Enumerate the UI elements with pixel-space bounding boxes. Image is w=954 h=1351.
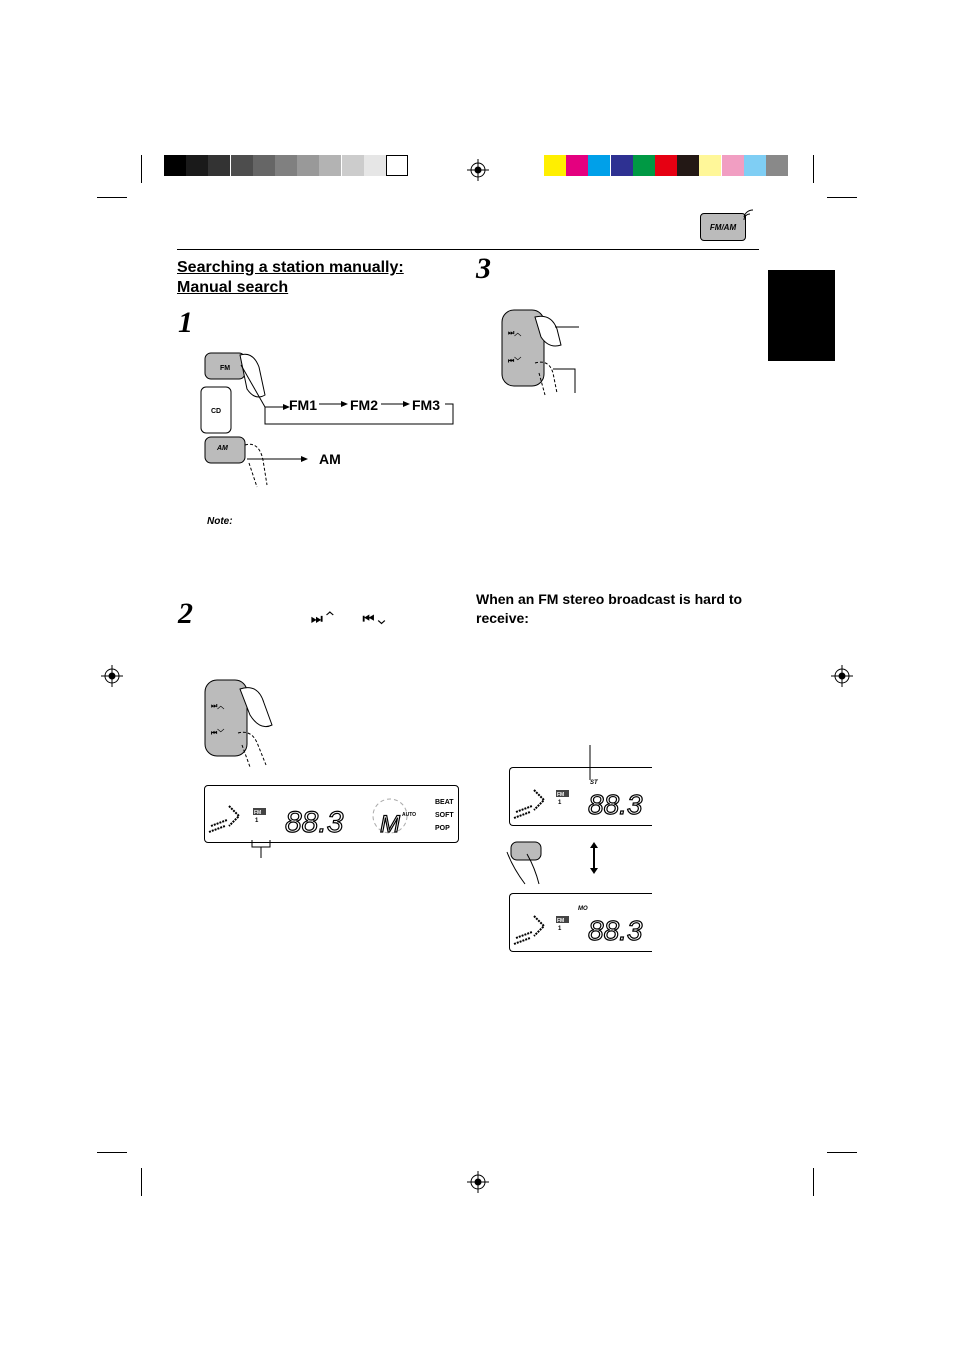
fm-button-label: FM	[220, 365, 231, 372]
crop-mark	[827, 1152, 857, 1153]
signal-waves-icon	[742, 208, 756, 222]
display-graphics	[510, 768, 652, 825]
heading-line-1: Searching a station manually:	[177, 259, 404, 276]
prev-icon: ⏮	[362, 611, 375, 626]
fm3-label: FM3	[412, 397, 440, 413]
step-number-1: 1	[178, 306, 193, 339]
crop-mark	[141, 1168, 142, 1196]
toggle-arrow-icon	[588, 842, 600, 874]
color-swatch	[766, 155, 788, 176]
display-graphics	[510, 894, 652, 951]
mono-indicator: MO	[578, 906, 588, 912]
crop-mark	[813, 155, 814, 183]
color-swatch	[544, 155, 566, 176]
band-select-diagram	[195, 345, 460, 490]
crop-mark	[827, 197, 857, 198]
eq-beat: BEAT	[435, 799, 454, 806]
am-button-label: AM	[217, 445, 228, 452]
rocker-button-diagram-step3	[497, 305, 587, 400]
grayscale-swatch	[231, 155, 253, 176]
section-heading	[177, 258, 404, 298]
up-icon: ⌃	[326, 611, 334, 626]
color-swatch	[566, 155, 588, 176]
color-swatch	[677, 155, 699, 176]
frequency-readout: 88.3	[588, 915, 643, 946]
lcd-display-stereo	[509, 767, 652, 826]
grayscale-swatch	[186, 155, 208, 176]
registration-target-icon	[467, 159, 489, 181]
grayscale-swatch	[297, 155, 319, 176]
stereo-indicator: ST	[590, 780, 598, 786]
mo-button[interactable]	[511, 842, 541, 860]
frequency-readout: 88.3	[588, 789, 643, 820]
fm-am-icon: FM/AM	[709, 222, 737, 232]
manual-mode-indicator: M	[380, 811, 400, 838]
finger-dashed-icon	[245, 444, 267, 487]
auto-indicator: AUTO	[402, 812, 417, 818]
header-rule	[177, 249, 759, 250]
step2-buttons	[311, 611, 385, 627]
frequency-readout: 88.3	[285, 806, 344, 839]
band-number: 1	[558, 800, 562, 806]
fm2-label: FM2	[350, 397, 378, 413]
registration-target-icon	[831, 665, 853, 687]
svg-text:⏭︿: ⏭︿	[508, 330, 522, 337]
lcd-display-mono	[509, 893, 652, 952]
crop-mark	[97, 197, 127, 198]
color-swatch	[611, 155, 633, 176]
eq-soft: SOFT	[435, 812, 454, 819]
crop-mark	[813, 1168, 814, 1196]
color-swatch	[722, 155, 744, 176]
lcd-display-auto	[204, 785, 459, 843]
grayscale-swatch	[364, 155, 386, 176]
note-label: Note:	[207, 516, 233, 527]
next-icon: ⏭	[311, 611, 323, 626]
crop-mark	[97, 1152, 127, 1153]
color-swatch	[744, 155, 766, 176]
grayscale-swatch	[386, 155, 408, 176]
color-swatch	[588, 155, 610, 176]
crop-mark	[141, 155, 142, 183]
color-swatch	[633, 155, 655, 176]
callout-bracket	[250, 840, 280, 860]
eq-pop: POP	[435, 825, 450, 832]
finger-icon	[240, 354, 265, 397]
fm1-label: FM1	[289, 397, 317, 413]
grayscale-swatch	[253, 155, 275, 176]
fm-am-badge	[700, 213, 746, 241]
cd-button-label: CD	[211, 408, 222, 415]
down-icon: ⌄	[377, 611, 385, 626]
am-label: AM	[319, 451, 341, 467]
registration-target-icon	[467, 1171, 489, 1193]
grayscale-swatch	[208, 155, 230, 176]
band-indicator: FM	[557, 918, 565, 924]
language-tab	[768, 270, 835, 361]
step-number-2: 2	[178, 597, 193, 630]
band-indicator: FM	[254, 810, 262, 816]
svg-text:⏮﹀: ⏮﹀	[508, 358, 522, 365]
svg-text:⏮﹀: ⏮﹀	[211, 730, 225, 737]
grayscale-swatch	[164, 155, 186, 176]
display-graphics	[205, 786, 458, 842]
grayscale-swatch	[342, 155, 364, 176]
color-swatch	[655, 155, 677, 176]
grayscale-swatch	[319, 155, 341, 176]
mo-button-diagram	[505, 838, 553, 888]
stereo-subheading: When an FM stereo broadcast is hard to receive:	[476, 591, 743, 626]
heading-line-2: Manual search	[177, 279, 289, 296]
rocker-button-diagram	[200, 675, 280, 770]
grayscale-swatch	[275, 155, 297, 176]
band-number: 1	[558, 926, 562, 932]
step-number-3: 3	[476, 252, 491, 285]
color-swatch	[699, 155, 721, 176]
band-number: 1	[255, 818, 259, 824]
band-indicator: FM	[557, 792, 565, 798]
registration-target-icon	[101, 665, 123, 687]
svg-text:⏭︿: ⏭︿	[211, 703, 225, 710]
